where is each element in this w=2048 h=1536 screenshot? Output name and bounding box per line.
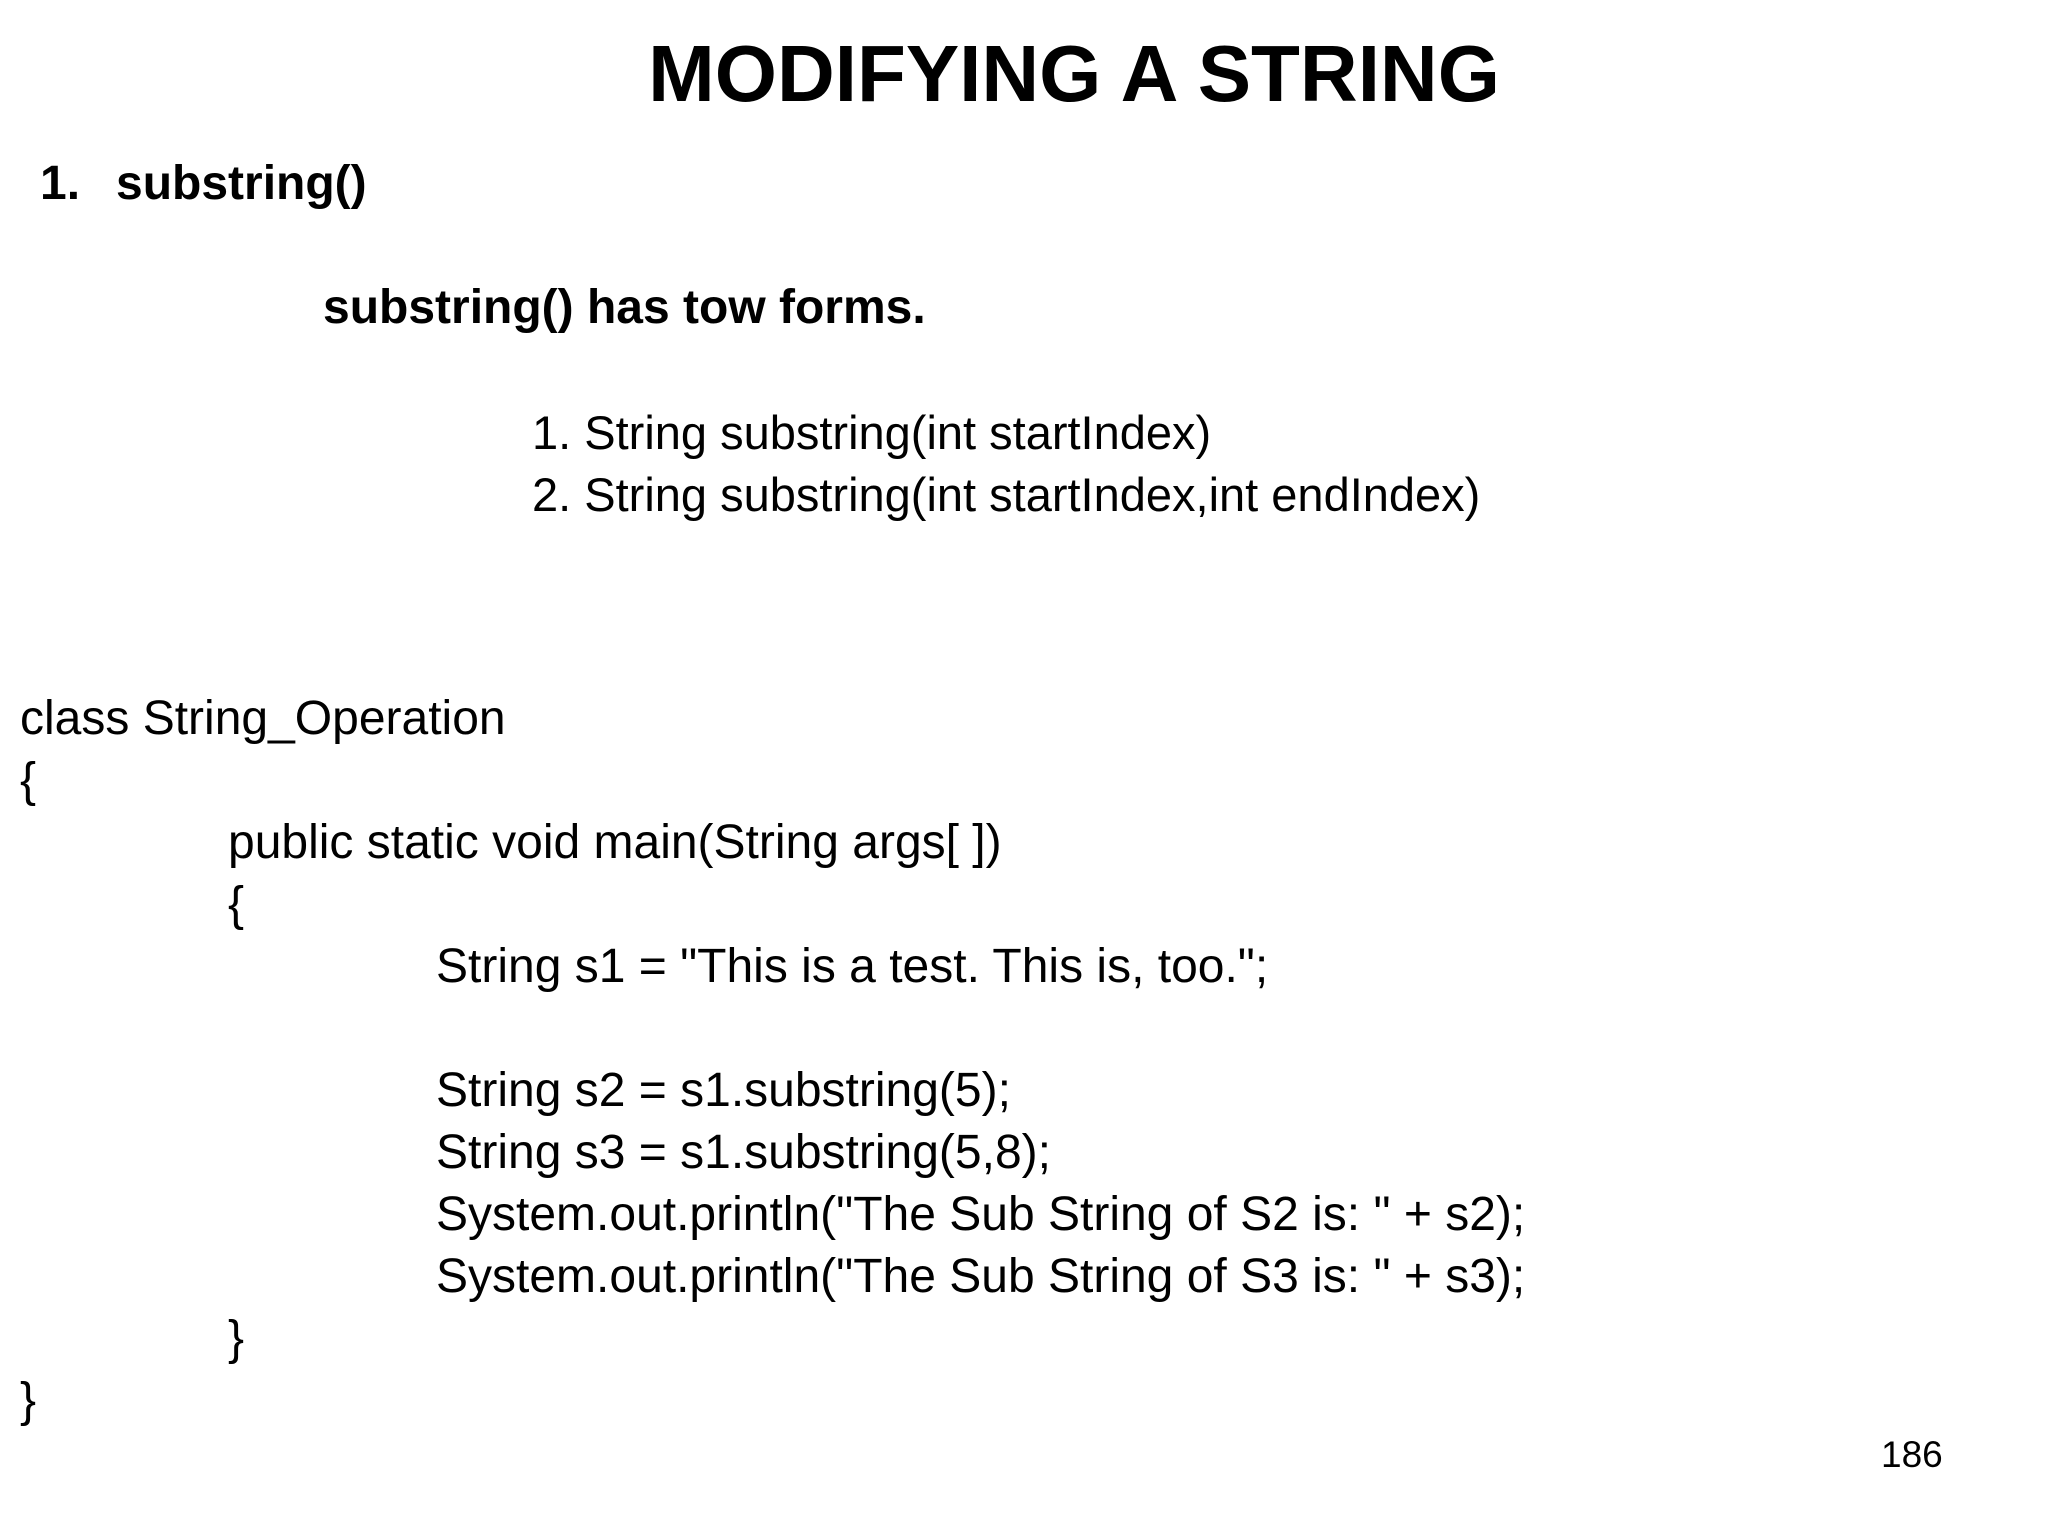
code-line: } xyxy=(20,1374,37,1427)
code-line: { xyxy=(20,754,37,807)
code-line: } xyxy=(228,1312,245,1365)
code-line: String s1 = "This is a test. This is, too."; xyxy=(436,940,1269,993)
code-line: public static void main(String args[ ]) xyxy=(228,816,1002,869)
code-line: String s2 = s1.substring(5); xyxy=(436,1064,1011,1117)
code-line: String s3 = s1.substring(5,8); xyxy=(436,1126,1051,1179)
form-item-2: 2. String substring(int startIndex,int endIndex) xyxy=(532,468,1481,521)
form-item-1: 1. String substring(int startIndex) xyxy=(532,406,1212,459)
intro-text: substring() has tow forms. xyxy=(323,281,926,334)
code-line: System.out.println("The Sub String of S2 is: " + s2); xyxy=(436,1188,1526,1241)
page-number: 186 xyxy=(1881,1434,1943,1475)
code-line: class String_Operation xyxy=(20,692,506,745)
section-heading: substring() xyxy=(116,157,367,210)
slide-title: MODIFYING A STRING xyxy=(648,29,1500,118)
code-line: System.out.println("The Sub String of S3 is: " + s3); xyxy=(436,1250,1526,1303)
code-line: { xyxy=(228,878,245,931)
section-number: 1. xyxy=(40,157,81,210)
